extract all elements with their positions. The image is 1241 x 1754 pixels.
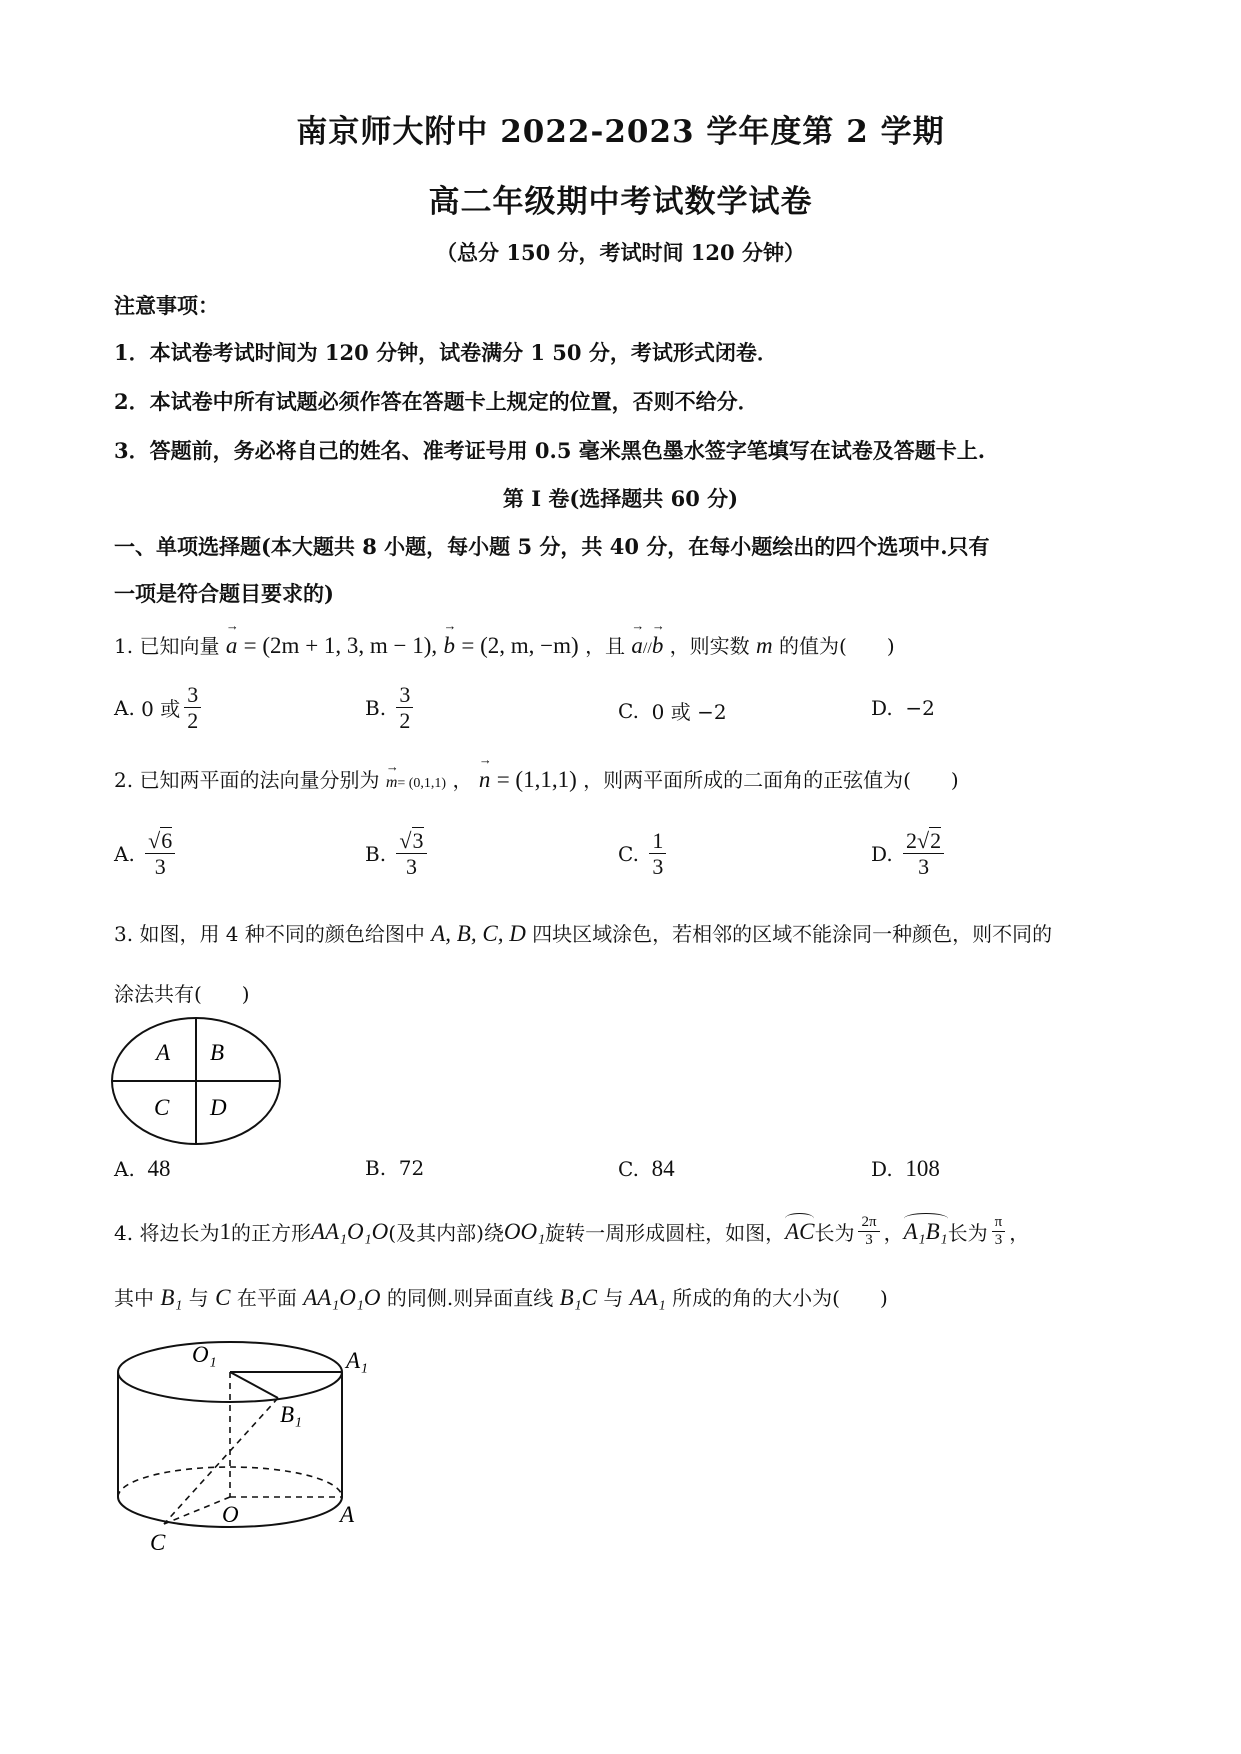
- q1-option-b-den: 2: [399, 708, 411, 734]
- q3-option-a[interactable]: [114, 1156, 171, 1182]
- q1-option-a-label: A.: [114, 695, 135, 720]
- q2-option-b-den: 3: [405, 854, 417, 880]
- q1-option-c-label: C.: [618, 698, 639, 723]
- q2-suffix: ，则两平面所成的二面角的正弦值为( ): [583, 768, 959, 792]
- q4-line2-f: 所成的角的大小为( ): [672, 1286, 888, 1310]
- q2-vector-n: → n: [479, 767, 491, 793]
- q1-option-a-num: 3: [184, 682, 201, 708]
- q1-option-d-label: D.: [871, 696, 893, 720]
- q2-option-d-coef: 2: [906, 828, 918, 853]
- q3-option-b[interactable]: [365, 1156, 424, 1180]
- q4-label-o1: O₁: [192, 1342, 217, 1367]
- q4-line2-e: 与: [603, 1286, 624, 1310]
- q4-segment-b1c: [164, 1398, 278, 1524]
- q3-option-b-label: B.: [365, 1156, 387, 1180]
- notice-heading: 注意事项：: [114, 293, 219, 318]
- radical-sign-icon: √: [148, 828, 161, 853]
- q2-separator: ，: [452, 768, 473, 792]
- q4-line2-c: 在平面: [236, 1286, 297, 1310]
- q1-option-a-den: 2: [187, 708, 199, 734]
- notice-item-1: 1．本试卷考试时间为 120 分钟，试卷满分 1 50 分，考试形式闭卷．: [114, 340, 778, 365]
- question-2-stem: [114, 764, 959, 793]
- radical-sign-icon: √: [917, 828, 930, 853]
- q4-arc-a1b1: A₁B₁: [903, 1218, 948, 1244]
- q4-line2-b: 与: [188, 1286, 209, 1310]
- q4-arc-ac-den: 3: [865, 1232, 873, 1249]
- q2-option-c-label: C.: [618, 841, 639, 866]
- q4-segment-oc: [164, 1497, 230, 1524]
- q2-option-c-fraction: [649, 828, 666, 880]
- question-3-stem-line2: 涂法共有( ): [114, 982, 250, 1006]
- q2-option-a[interactable]: [114, 828, 179, 880]
- q3-option-d-text: 108: [905, 1156, 940, 1181]
- q1-vector-b: → b: [444, 633, 456, 659]
- q3-line1-suffix: 四块区域涂色，若相邻的区域不能涂同一种颜色，则不同的: [532, 922, 1053, 946]
- q4-line1-a: 4. 将边长为: [114, 1221, 220, 1246]
- q2-option-b-num: 3: [412, 828, 424, 853]
- q1-option-a-text: 0 或: [141, 697, 181, 722]
- section1-heading-line1: 一、单项选择题(本大题共 8 小题，每小题 5 分，共 40 分，在每小题绘出的四个选项中.只有: [114, 534, 990, 559]
- part1-heading: 第 I 卷(选择题共 60 分): [502, 486, 739, 511]
- q2-option-a-num-wrap: [145, 828, 175, 854]
- q1-parallel-sign: //: [642, 640, 652, 657]
- q2-vector-m: → m: [386, 774, 398, 792]
- q4-axis-name: OO₁: [503, 1218, 546, 1244]
- exam-title-line2: 高二年级期中考试数学试卷: [428, 184, 813, 220]
- q4-arc-ac: AC: [785, 1218, 815, 1244]
- q4-arc-ac-len-word: 长为: [814, 1221, 855, 1246]
- q2-vector-m-expr: = (0,1,1): [397, 776, 447, 791]
- question-4-stem-line1: [114, 1214, 1029, 1250]
- q1-cond-a: → a: [631, 633, 643, 659]
- q4-point-b1: B₁: [160, 1285, 183, 1310]
- q1-option-a-fraction: [184, 682, 201, 734]
- q1-vector-b-expr: = (2, m, −m): [461, 633, 579, 658]
- q3-region-d-label: D: [210, 1095, 227, 1120]
- q3-option-c-label: C.: [618, 1157, 639, 1181]
- q1-option-b-fraction: [396, 682, 413, 734]
- q3-region-b-label: B: [210, 1040, 225, 1065]
- q4-line1-end: ，: [1009, 1221, 1030, 1246]
- q2-option-b-num-wrap: [396, 828, 426, 854]
- q1-vector-a: → a: [226, 633, 238, 659]
- exam-subtitle: （总分 150 分，考试时间 120 分钟）: [436, 240, 805, 265]
- q3-option-a-text: 48: [147, 1156, 171, 1181]
- q4-line1-b: 的正方形: [230, 1221, 311, 1246]
- q2-option-a-num: 6: [161, 828, 173, 853]
- q1-option-b-num: 3: [396, 682, 413, 708]
- q2-vector-n-expr: = (1,1,1): [496, 767, 577, 792]
- q2-option-a-label: A.: [114, 841, 135, 866]
- q4-arc-a1b1-den: 3: [994, 1232, 1003, 1249]
- q2-prefix: 2. 已知两平面的法向量分别为: [114, 768, 380, 792]
- notice-item-3: 3．答题前，务必将自己的姓名、准考证号用 0.5 毫米黑色墨水签字笔填写在试卷及答题卡上.: [114, 438, 986, 463]
- exam-title-line1: 南京师大附中 2022-2023 学年度第 2 学期: [296, 114, 945, 150]
- q2-option-d-fraction: [903, 828, 944, 880]
- radical-sign-icon: √: [399, 828, 412, 853]
- q4-plane-name: AA₁O₁O: [303, 1285, 381, 1310]
- question-3-stem-line1: [114, 918, 1052, 947]
- q2-option-b-fraction: [396, 828, 426, 880]
- q2-option-a-fraction: [145, 828, 175, 880]
- q1-vector-a-expr: = (2m + 1, 3, m − 1),: [243, 633, 438, 658]
- q1-option-d[interactable]: [871, 696, 935, 720]
- q1-option-a[interactable]: [114, 682, 205, 734]
- q3-option-d[interactable]: [871, 1156, 940, 1182]
- q1-prefix: 1. 已知向量: [114, 634, 220, 658]
- q1-option-b[interactable]: [365, 682, 417, 734]
- q4-line-aa1: AA₁: [629, 1285, 666, 1310]
- q1-variable: m: [756, 633, 773, 658]
- q4-arc-a1b1-len-word: 长为: [947, 1221, 988, 1246]
- q4-line2-a: 其中: [114, 1286, 154, 1310]
- q2-option-b[interactable]: [365, 828, 431, 880]
- q2-option-d-label: D.: [871, 841, 893, 866]
- q1-condition-prefix: ，且: [585, 634, 626, 658]
- q4-label-c: C: [150, 1530, 166, 1555]
- question-1-stem: [114, 630, 895, 659]
- q1-option-c[interactable]: [618, 696, 727, 725]
- q4-segment-o1b1: [230, 1372, 278, 1398]
- q4-arc-a1b1-num: π: [992, 1214, 1006, 1232]
- q4-cylinder-figure: [100, 1330, 420, 1560]
- q3-region-a-label: A: [156, 1040, 171, 1065]
- q2-option-d-den: 3: [918, 854, 930, 880]
- section1-heading-line2: 一项是符合题目要求的): [114, 581, 334, 606]
- q2-option-b-label: B.: [365, 841, 387, 866]
- q1-option-d-text: −2: [905, 696, 935, 720]
- q1-suffix-1: ，则实数: [669, 634, 750, 658]
- q3-line1-prefix: 3. 如图，用 4 种不同的颜色给图中: [114, 922, 425, 946]
- q4-arc-ac-num: 2π: [858, 1214, 879, 1232]
- q4-comma: ，: [883, 1221, 904, 1246]
- q3-option-c[interactable]: [618, 1156, 675, 1182]
- notice-item-2: 2．本试卷中所有试题必须作答在答题卡上规定的位置，否则不给分．: [114, 389, 759, 414]
- q1-cond-b: → b: [652, 633, 664, 659]
- q2-option-c-den: 3: [652, 854, 664, 880]
- q4-arc-ac-fraction: [858, 1214, 879, 1250]
- q1-option-c-text: 0 或 −2: [651, 700, 727, 724]
- q2-option-d-num: 2: [930, 828, 942, 853]
- q3-ellipse-figure: [108, 1014, 288, 1150]
- q3-option-a-label: A.: [114, 1157, 135, 1181]
- q4-line1-c: (及其内部)绕: [388, 1221, 504, 1246]
- q2-option-d-num-wrap: [903, 828, 944, 854]
- q4-line-b1c: B₁C: [559, 1285, 597, 1310]
- q3-regions: A, B, C, D: [431, 921, 526, 946]
- q3-option-b-text: 72: [398, 1156, 425, 1180]
- q1-suffix-2: 的值为( ): [779, 634, 895, 658]
- q2-option-c-num: 1: [649, 828, 666, 854]
- q3-option-c-text: 84: [651, 1156, 675, 1181]
- q2-option-a-den: 3: [154, 854, 166, 880]
- q4-label-o: O: [222, 1502, 239, 1527]
- q4-label-b1: B₁: [280, 1402, 303, 1427]
- q4-line2-d: 的同侧.则异面直线: [386, 1286, 554, 1310]
- q4-line1-d: 旋转一周形成圆柱，如图，: [545, 1221, 786, 1246]
- q2-option-d[interactable]: [871, 828, 948, 880]
- q4-point-c: C: [215, 1285, 231, 1310]
- q4-side-length: 1: [219, 1218, 231, 1244]
- q4-square-name: AA₁O₁O: [310, 1218, 389, 1244]
- q1-option-b-label: B.: [365, 695, 387, 720]
- q3-option-d-label: D.: [871, 1157, 893, 1181]
- q4-arc-a1b1-fraction: [992, 1214, 1006, 1250]
- q4-label-a: A: [340, 1502, 355, 1527]
- q2-option-c[interactable]: [618, 828, 670, 880]
- q3-region-c-label: C: [154, 1095, 170, 1120]
- q4-label-a1: A₁: [346, 1348, 369, 1373]
- question-4-stem-line2: [114, 1282, 888, 1311]
